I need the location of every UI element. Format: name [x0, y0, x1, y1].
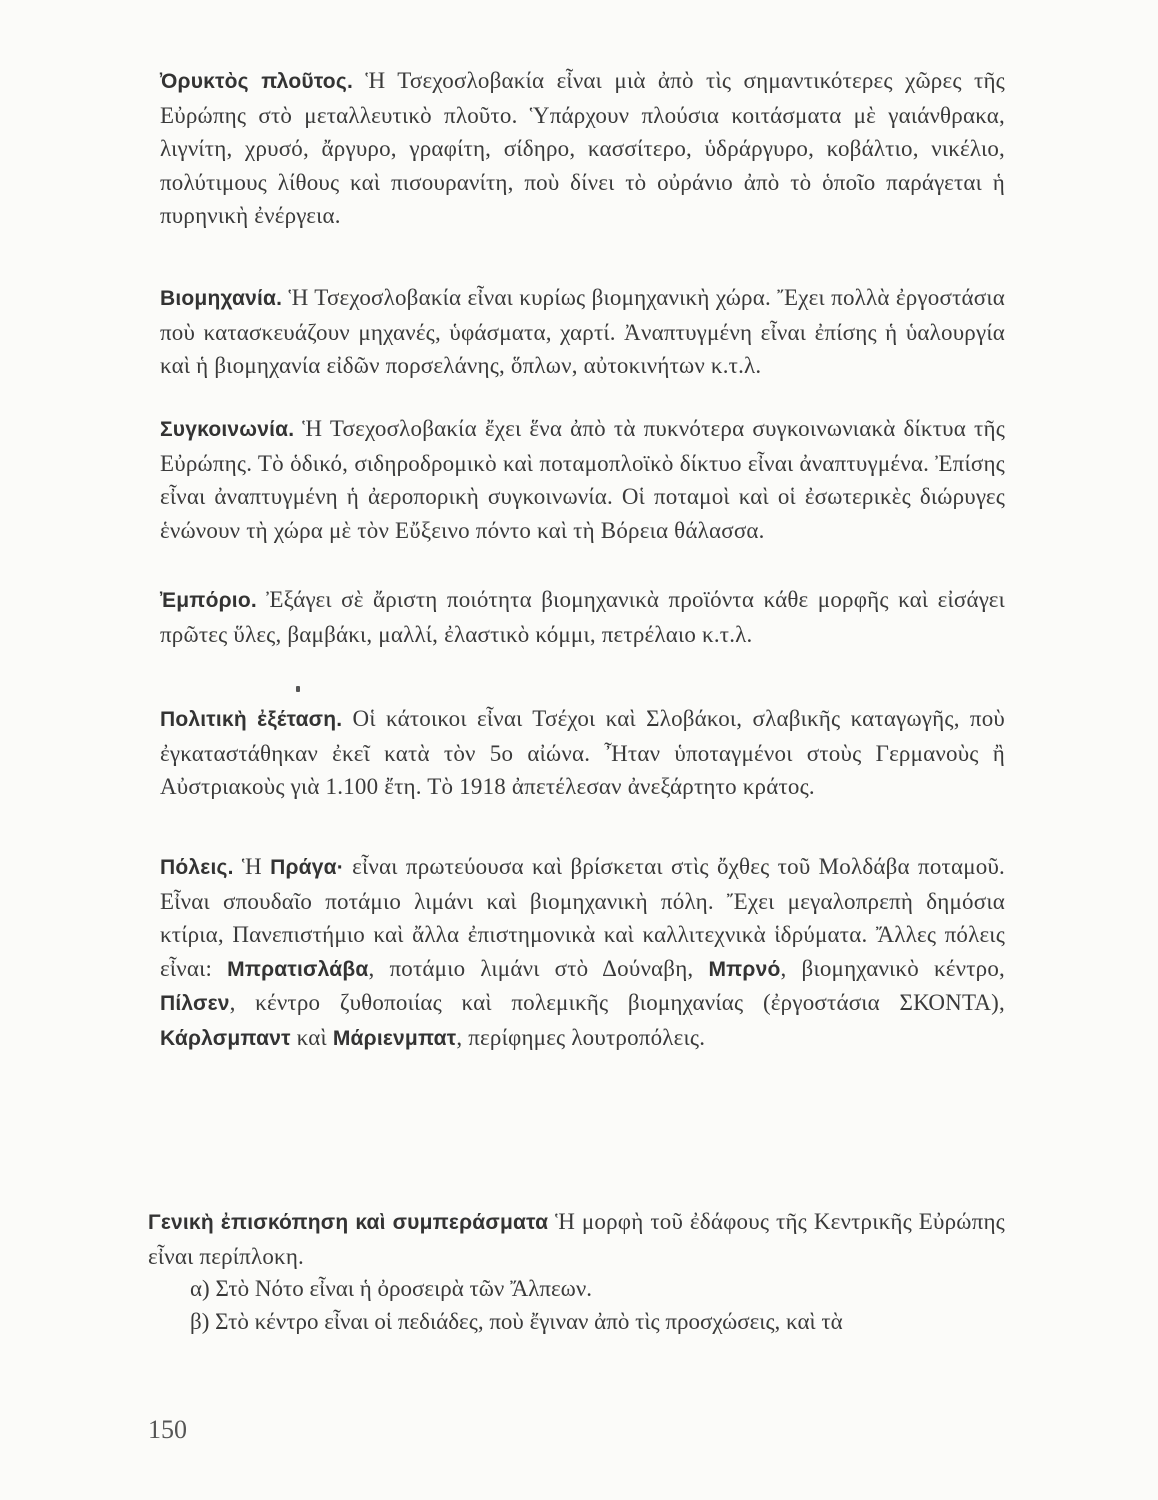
heading-industry: Βιομηχανία.: [160, 287, 283, 310]
text-industry: Ἡ Τσεχοσλοβακία εἶναι κυρίως βιομηχανικὴ χώρα. Ἔχει πολλὰ ἐργοστάσια ποὺ κατασκευάζουν μηχανές, ὑφάσματα, χαρτί. Ἀναπτυγμένη εἶναι ἐπίσης ἡ ὑαλουργία καὶ ἡ βιομηχανία εἰδῶν πορσελάνης, ὅπλων, αὐτοκινήτων κ.τ.λ.: [160, 285, 1005, 378]
city-karlsbad: Κάρλσμπαντ: [160, 1026, 291, 1050]
heading-political: Πολιτικὴ ἐξέταση.: [160, 708, 343, 731]
heading-mineral-wealth: Ὀρυκτὸς πλοῦτος.: [160, 70, 353, 93]
city-brno: Μπρνό: [708, 957, 781, 981]
text-cities-4: , βιομηχανικὸ κέντρο,: [780, 955, 1006, 981]
text-cities-5: , κέντρο ζυθοποιίας καὶ πολεμικῆς βιομηχανίας (ἐργοστάσια ΣΚΟΝΤΑ),: [229, 990, 1005, 1015]
text-cities-1: Ἡ: [233, 854, 271, 879]
paragraph-industry: [160, 281, 1005, 383]
paragraph-overview: [148, 1205, 1005, 1273]
text-overview: Ἡ μορφὴ τοῦ ἐδάφους τῆς Κεντρικῆς Εὐρώπης εἶναι περίπλοκη.: [148, 1209, 1005, 1269]
city-marienbad: Μάριενμπατ: [332, 1026, 457, 1050]
text-cities-7: , περίφημες λουτροπόλεις.: [456, 1024, 706, 1050]
text-political: Οἱ κάτοικοι εἶναι Τσέχοι καὶ Σλοβάκοι, σλαβικῆς καταγωγῆς, ποὺ ἐγκαταστάθηκαν ἐκεῖ κατὰ τὸν 5ο αἰώνα. Ἦταν ὑποταγμένοι στοὺς Γερμανοὺς ἢ Αὐστριακοὺς γιὰ 1.100 ἔτη. Τὸ 1918 ἀπετέλεσαν ἀνεξάρτητο κράτος.: [160, 706, 1005, 799]
paragraph-mineral-wealth: [160, 64, 1005, 233]
text-trade: Ἐξάγει σὲ ἄριστη ποιότητα βιομηχανικὰ προϊόντα κάθε μορφῆς καὶ εἰσάγει πρῶτες ὕλες, βαμβάκι, μαλλί, ἐλαστικὸ κόμμι, πετρέλαιο κ.τ.λ.: [160, 587, 1005, 647]
text-cities-3: , ποτάμιο λιμάνι στὸ Δούναβη,: [368, 955, 709, 981]
heading-overview: Γενικὴ ἐπισκόπηση καὶ συμπεράσματα: [148, 1211, 549, 1234]
page-number: 150: [148, 1415, 187, 1444]
paragraph-political: [160, 702, 1005, 804]
heading-trade: Ἐμπόριο.: [160, 589, 257, 612]
list-item-b: β) Στὸ κέντρο εἶναι οἱ πεδιάδες, ποὺ ἔγιναν ἀπὸ τὶς προσχώσεις, καὶ τὰ: [190, 1309, 843, 1334]
text-mineral-wealth: Ἡ Τσεχοσλοβακία εἶναι μιὰ ἀπὸ τὶς σημαντικότερες χῶρες τῆς Εὐρώπης στὸ μεταλλευτικὸ πλοῦτο. Ὑπάρχουν πλούσια κοιτάσματα μὲ γαιάνθρακα, λιγνίτη, χρυσό, ἄργυρο, γραφίτη, σίδηρο, κασσίτερο, ὑδράργυρο, κοβάλτιο, νικέλιο, πολύτιμους λίθους καὶ πισουρανίτη, ποὺ δίνει τὸ οὐράνιο ἀπὸ τὸ ὁποῖο παράγεται ἡ πυρηνικὴ ἐνέργεια.: [160, 68, 1005, 228]
text-cities-6: καὶ: [290, 1024, 333, 1050]
text-cities-2: εἶναι πρωτεύουσα καὶ βρίσκεται στὶς ὄχθες τοῦ Μολδάβα ποταμοῦ. Εἶναι σπουδαῖο ποτάμιο λιμάνι καὶ βιομηχανικὴ πόλη. Ἔχει μεγαλοπρεπὴ δημόσια κτίρια, Πανεπιστήμιο καὶ ἄλλα ἐπιστημονικὰ καὶ καλλιτεχνικὰ ἱδρύματα. Ἄλλες πόλεις εἶναι:: [160, 854, 1005, 981]
heading-transport: Συγκοινωνία.: [160, 418, 295, 441]
paragraph-trade: [160, 583, 1005, 651]
paragraph-transport: [160, 412, 1005, 547]
stray-mark: [296, 686, 300, 692]
text-transport: Ἡ Τσεχοσλοβακία ἔχει ἕνα ἀπὸ τὰ πυκνότερα συγκοινωνιακὰ δίκτυα τῆς Εὐρώπης. Τὸ ὁδικό, σιδηροδρομικὸ καὶ ποταμοπλοϊκὸ δίκτυο εἶναι ἀναπτυγμένα. Ἐπίσης εἶναι ἀναπτυγμένη ἡ ἀεροπορικὴ συγκοινωνία. Οἱ ποταμοὶ καὶ οἱ ἐσωτερικὲς διώρυγες ἑνώνουν τὴ χώρα μὲ τὸν Εὔξεινο πόντο καὶ τὴ Βόρεια θάλασσα.: [160, 416, 1005, 543]
heading-cities: Πόλεις.: [160, 856, 234, 879]
paragraph-cities: [160, 850, 1005, 1055]
list-item-a: α) Στὸ Νότο εἶναι ἡ ὀροσειρὰ τῶν Ἄλπεων.: [190, 1276, 592, 1301]
city-pilsen: Πίλσεν: [160, 992, 230, 1015]
city-prague: Πράγα·: [270, 856, 344, 879]
city-bratislava: Μπρατισλάβα: [227, 957, 369, 981]
